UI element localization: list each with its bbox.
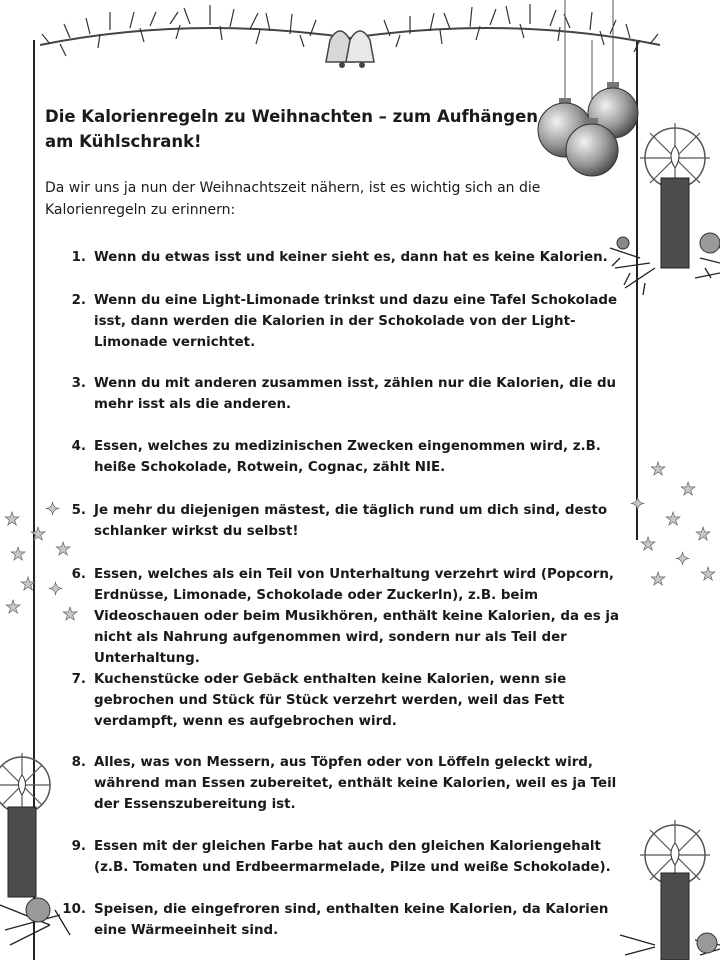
rule-number: 7.	[71, 672, 86, 687]
rule-text: Je mehr du diejenigen mästest, die täglich rund um dich sind, desto schlanker wirkst du selbst!	[94, 503, 608, 539]
rule-text: Essen mit der gleichen Farbe hat auch den gleichen Kaloriengehalt (z.B. Tomaten und Erdbeermarmelade, Pilze und weiße Schokolade).	[94, 839, 611, 875]
rule-number: 3.	[71, 376, 86, 391]
rule-text: Wenn du eine Light-Limonade trinkst und dazu eine Tafel Schokolade isst, dann werden die Kalorien in der Schokolade von der Light-Limonade vernichtet.	[94, 293, 618, 350]
stars-right-icon	[620, 450, 720, 590]
svg-text:★: ★	[20, 574, 37, 595]
svg-text:★: ★	[680, 479, 697, 500]
rule-number: 6.	[71, 567, 86, 582]
svg-text:✦: ✦	[48, 579, 64, 600]
rule-number: 4.	[71, 439, 86, 454]
rule-number: 10.	[62, 902, 86, 917]
rule-text: Speisen, die eingefroren sind, enthalten keine Kalorien, da Kalorien eine Wärmeeinheit sind.	[94, 902, 609, 938]
svg-text:★: ★	[695, 524, 712, 545]
document-title: Die Kalorienregeln zu Weihnachten – zum Aufhängen am Kühlschrank!	[45, 107, 539, 151]
intro-paragraph: Da wir uns ja nun der Weihnachtszeit nähern, ist es wichtig sich an die Kalorienregeln zu erinnern:	[45, 180, 541, 218]
svg-text:★: ★	[700, 564, 717, 585]
svg-text:★: ★	[650, 569, 667, 590]
svg-text:★: ★	[665, 509, 682, 530]
rule-number: 9.	[71, 839, 86, 854]
rule-number: 1.	[71, 250, 86, 265]
rule-number: 5.	[71, 503, 86, 518]
rule-text: Alles, was von Messern, aus Töpfen oder von Löffeln geleckt wird, während man Essen zubereitet, enthält keine Kalorien, weil es ja Teil der Essenszubereitung ist.	[94, 755, 617, 812]
svg-text:✦: ✦	[45, 499, 61, 520]
svg-text:★: ★	[30, 524, 47, 545]
rule-text: Wenn du etwas isst und keiner sieht es, dann hat es keine Kalorien.	[94, 250, 608, 265]
rule-text: Kuchenstücke oder Gebäck enthalten keine Kalorien, wenn sie gebrochen und Stück für Stück verzehrt werden, weil das Fett verdampft, wenn es aufgebrochen wird.	[94, 672, 567, 729]
svg-text:★: ★	[4, 509, 21, 530]
rule-number: 8.	[71, 755, 86, 770]
svg-text:★: ★	[62, 604, 79, 625]
svg-text:✦: ✦	[675, 549, 691, 570]
rule-text: Essen, welches zu medizinischen Zwecken eingenommen wird, z.B. heiße Schokolade, Rotwein, Cognac, zählt NIE.	[94, 439, 601, 475]
rule-text: Wenn du mit anderen zusammen isst, zählen nur die Kalorien, die du mehr isst als die anderen.	[94, 376, 617, 412]
svg-text:★: ★	[5, 597, 22, 618]
svg-text:★: ★	[55, 539, 72, 560]
rule-number: 2.	[71, 293, 86, 308]
svg-text:★: ★	[640, 534, 657, 555]
candle-wreath-icon	[605, 118, 720, 308]
svg-text:✦: ✦	[630, 494, 646, 515]
svg-text:★: ★	[650, 459, 667, 480]
svg-text:★: ★	[10, 544, 27, 565]
rule-text: Essen, welches als ein Teil von Unterhaltung verzehrt wird (Popcorn, Erdnüsse, Limonade, Schokolade oder Zuckerln), z.B. beim Videoschauen oder beim Musikhören, enthält keine Kalorien, da es ja nicht als Nahrung aufgenommen wird, sondern nur als Teil der Unterhaltung.	[94, 567, 620, 666]
